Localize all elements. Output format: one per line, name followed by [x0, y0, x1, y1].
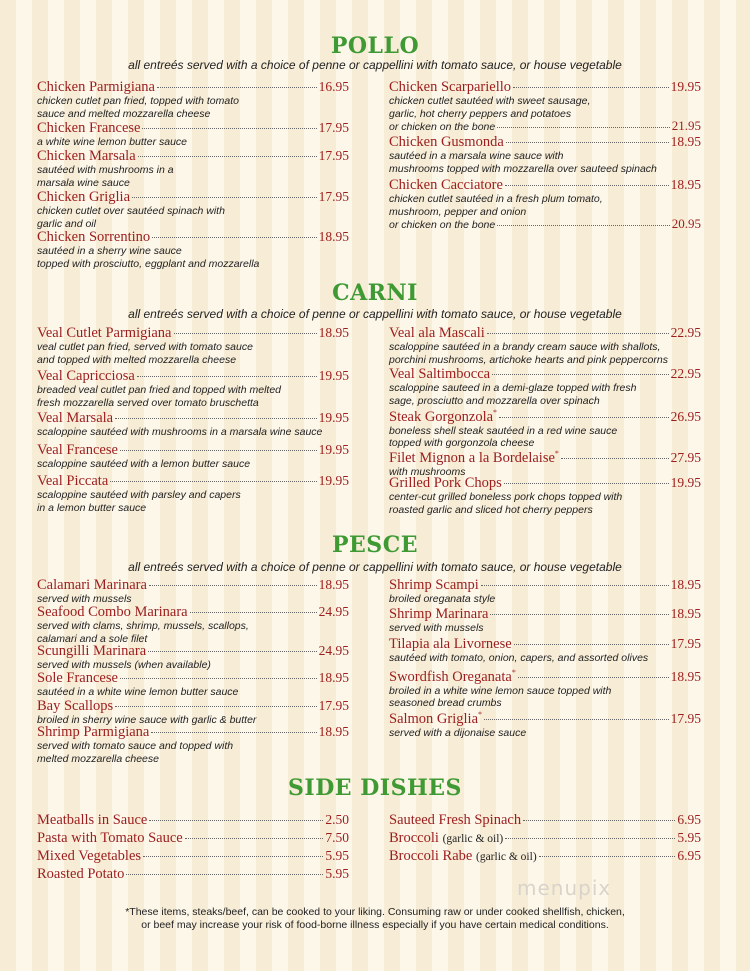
menu-item-price: 22.95: [670, 325, 701, 340]
menu-item: [37, 577, 349, 606]
dot-leader: [497, 127, 670, 128]
menu-item-name-text: Chicken Parmigiana: [37, 79, 155, 95]
menu-item-price: 27.95: [670, 449, 701, 465]
menu-item-option: [389, 120, 701, 134]
menu-item-row: [389, 812, 701, 828]
menu-item: [389, 475, 701, 516]
menu-item-name-text: Seafood Combo Marinara: [37, 604, 188, 620]
menu-item-description: sautéed in a marsala wine sauce with: [389, 150, 564, 162]
menu-item-name: [37, 443, 118, 458]
menu-item-name-text: Bay Scallops: [37, 698, 114, 714]
menu-item-name: [389, 326, 485, 341]
dot-leader: [149, 585, 317, 586]
menu-item-price: 17.95: [318, 698, 349, 713]
menu-item-description: broiled in sherry wine sauce with garlic & butter: [37, 714, 257, 726]
dot-leader: [518, 677, 669, 678]
menu-item-description: boneless shell steak sautéed in a red wine sauce: [389, 424, 618, 437]
menu-item-description: broiled oreganata style: [389, 593, 496, 605]
asterisk-mark: *: [478, 710, 483, 719]
menu-item-name-text: Sole Francese: [37, 670, 118, 686]
menu-item-price: 18.95: [670, 606, 701, 621]
menu-item-name-text: Tilapia ala Livornese: [389, 636, 512, 652]
menu-item-row: [37, 643, 349, 659]
menu-item-price: 19.95: [318, 442, 349, 457]
dot-leader: [148, 651, 316, 652]
menu-item-name-text: Shrimp Parmigiana: [37, 724, 150, 740]
menu-item-row: [37, 866, 349, 882]
menu-item-name: [389, 405, 497, 425]
dot-leader: [143, 856, 323, 857]
menu-item-description: in a lemon butter sauce: [37, 501, 147, 514]
menu-item: [37, 698, 349, 727]
menu-item-price: 18.95: [670, 668, 701, 684]
menu-item: [389, 325, 701, 366]
menu-item-name: [37, 411, 113, 426]
menu-item-description: garlic and oil: [37, 217, 96, 230]
menu-item-row: [37, 410, 349, 426]
menu-item: [389, 446, 701, 478]
menu-item-description: sage, prosciutto and mozzarella over spinach: [389, 394, 600, 407]
menu-item-row: [389, 446, 701, 466]
menu-item-note: (garlic & oil): [442, 833, 504, 845]
menu-item-price: 18.95: [318, 670, 349, 685]
menu-item-name: [37, 725, 149, 740]
menu-item-name-text: Broccoli: [389, 830, 439, 846]
menu-item-row: [389, 577, 701, 593]
dot-leader: [126, 874, 323, 875]
dot-leader: [490, 614, 668, 615]
menu-item-name-text: Grilled Pork Chops: [389, 475, 502, 491]
dot-leader: [142, 128, 316, 129]
footnote: [100, 906, 650, 932]
dot-leader: [504, 483, 669, 484]
menu-item: [37, 410, 349, 439]
menu-item-name: [37, 190, 130, 205]
menu-item-price: 18.95: [670, 577, 701, 592]
dot-leader: [539, 856, 676, 857]
dot-leader: [190, 612, 317, 613]
menu-item-description: sautéed in a sherry wine sauce: [37, 245, 182, 257]
menu-item: [389, 134, 701, 175]
menu-item-name: [389, 446, 559, 466]
menu-item-row: [37, 698, 349, 714]
menu-item-price: 17.95: [318, 120, 349, 135]
dot-leader: [492, 374, 669, 375]
menu-item-price: 19.95: [670, 475, 701, 490]
menu-item-name-text: Veal Capricciosa: [37, 368, 135, 384]
menu-item-name-text: Chicken Sorrentino: [37, 229, 151, 245]
section-subtitle-carni: all entreés served with a choice of penne or cappellini with tomato sauce, or house vegetable: [128, 307, 622, 321]
dot-leader: [115, 706, 317, 707]
dot-leader: [157, 87, 317, 88]
menu-item-price: 17.95: [318, 148, 349, 163]
menu-item-price: 22.95: [670, 366, 701, 381]
menu-item: [37, 812, 349, 828]
menu-item-description: porchini mushrooms, artichoke hearts and pink peppercorns: [389, 353, 668, 366]
menu-item-price: 5.95: [325, 848, 349, 863]
menu-item-row: [389, 79, 701, 95]
menu-item-option-price: 21.95: [671, 118, 701, 133]
menu-item-description: scaloppine sautéed with a lemon butter sauce: [37, 458, 251, 470]
dot-leader: [506, 142, 669, 143]
menu-item-name-text: Shrimp Marinara: [389, 606, 489, 622]
menu-item-name: [389, 665, 516, 685]
menu-item-row: [389, 475, 701, 491]
menu-item: [37, 325, 349, 366]
menu-item-name: [37, 831, 183, 846]
menu-item-row: [37, 848, 349, 864]
menu-item-price: 17.95: [318, 189, 349, 204]
menu-item-description: veal cutlet pan fried, served with tomato sauce: [37, 341, 253, 353]
section-title-pesce: PESCE: [332, 532, 418, 558]
menu-item-price: 18.95: [318, 724, 349, 739]
menu-item: [37, 79, 349, 120]
menu-item: [37, 724, 349, 765]
menu-item-name: [389, 135, 504, 150]
menu-item-name: [37, 605, 188, 620]
menu-item-price: 5.95: [325, 866, 349, 881]
menu-item-name-text: Veal Cutlet Parmigiana: [37, 325, 172, 341]
menu-item: [37, 148, 349, 189]
menu-item-description: center-cut grilled boneless pork chops topped with: [389, 491, 623, 503]
menu-item: [37, 189, 349, 230]
menu-item-row: [389, 134, 701, 150]
menu-item-row: [389, 405, 701, 425]
menu-item-name: [389, 578, 479, 593]
menu-item: [37, 229, 349, 270]
menu-item-description: mushrooms topped with mozzarella over sauteed spinach: [389, 162, 657, 175]
menu-item-price: 17.95: [670, 710, 701, 726]
menu-item-row: [37, 577, 349, 593]
dot-leader: [505, 185, 669, 186]
menu-item-row: [37, 120, 349, 136]
menu-item-name-text: Shrimp Scampi: [389, 577, 479, 593]
menu-item-price: 7.50: [325, 830, 349, 845]
menu-item: [37, 442, 349, 471]
menu-item-description: sautéed in a white wine lemon butter sauce: [37, 686, 239, 698]
menu-item-description: chicken cutlet over sautéed spinach with: [37, 205, 225, 217]
menu-item-row: [37, 229, 349, 245]
menu-item-description: sauce and melted mozzarella cheese: [37, 107, 211, 120]
menu-item: [37, 848, 349, 864]
menu-item-row: [37, 724, 349, 740]
dot-leader: [505, 838, 675, 839]
menu-item-description: chicken cutlet sautéed in a fresh plum tomato,: [389, 193, 603, 205]
menu-item-description: roasted garlic and sliced hot cherry peppers: [389, 503, 593, 516]
menu-item-name-text: Sauteed Fresh Spinach: [389, 812, 522, 828]
menu-item-description: broiled in a white wine lemon sauce topped with: [389, 684, 612, 697]
menu-item-price: 18.95: [670, 177, 701, 192]
menu-item-price: 26.95: [670, 408, 701, 424]
menu-item-name: [37, 813, 147, 828]
menu-item-description: with mushrooms: [389, 465, 466, 478]
menu-item-option: [389, 218, 701, 232]
menu-item-row: [37, 189, 349, 205]
menu-item-name: [37, 369, 135, 384]
menu-item-name-text: Veal Francese: [37, 442, 118, 458]
menu-item-description: served with mussels (when available): [37, 659, 211, 671]
menu-item-description: topped with prosciutto, eggplant and mozzarella: [37, 257, 260, 270]
menu-item: [389, 405, 701, 450]
menu-item-row: [389, 830, 701, 847]
menu-item: [37, 830, 349, 846]
section-subtitle-pollo: all entreés served with a choice of penne or cappellini with tomato sauce, or house vegetable: [128, 58, 622, 72]
menu-item-name-text: Pasta with Tomato Sauce: [37, 830, 183, 846]
menu-item-name-text: Chicken Marsala: [37, 148, 136, 164]
menu-item-option-price: 20.95: [671, 216, 701, 231]
menu-item-name-text: Chicken Cacciatore: [389, 177, 503, 193]
menu-item-price: 18.95: [670, 134, 701, 149]
menu-item-description: and topped with melted mozzarella cheese: [37, 353, 237, 366]
menu-item-name-text: Swordfish Oreganata: [389, 668, 512, 685]
menu-item-name-text: Salmon Griglia: [389, 710, 479, 727]
section-title-pollo: POLLO: [330, 33, 420, 59]
menu-item-option-text: or chicken on the bone: [389, 219, 496, 231]
asterisk-mark: *: [554, 449, 559, 458]
menu-item-row: [389, 848, 701, 865]
menu-item-description: chicken cutlet pan fried, topped with tomato: [37, 95, 239, 107]
dot-leader: [115, 418, 317, 419]
menu-item-row: [389, 325, 701, 341]
dot-leader: [497, 225, 670, 226]
menu-item-row: [37, 604, 349, 620]
menu-item-price: 2.50: [325, 812, 349, 827]
menu-item-price: 6.95: [677, 812, 701, 827]
menu-item-row: [37, 442, 349, 458]
menu-item-name: [389, 178, 503, 193]
menu-item-name: [389, 607, 488, 622]
menu-item-description: served with mussels: [37, 593, 132, 605]
menu-item-name-text: Veal Piccata: [37, 473, 109, 489]
menu-item-description: sautéed with tomato, onion, capers, and assorted olives: [389, 652, 649, 664]
menu-item: [389, 812, 701, 828]
menu-item-description: chicken cutlet sautéed with sweet sausage,: [389, 95, 591, 107]
menu-item-price: 24.95: [318, 604, 349, 619]
dot-leader: [149, 820, 323, 821]
menu-item-row: [37, 830, 349, 846]
footnote-line: *These items, steaks/beef, can be cooked to your liking. Consuming raw or under cooked shellfish, chicken,: [125, 906, 625, 918]
menu-item: [37, 670, 349, 699]
dot-leader: [138, 156, 317, 157]
menu-item-description: served with tomato sauce and topped with: [37, 740, 234, 752]
menu-item-name: [37, 699, 113, 714]
dot-leader: [499, 417, 669, 418]
menu-item-price: 6.95: [677, 848, 701, 863]
menu-item-name: [389, 367, 490, 382]
menu-item-name: [389, 80, 511, 95]
menu-item-note: (garlic & oil): [475, 851, 537, 863]
dot-leader: [484, 719, 669, 720]
menu-item: [37, 604, 349, 645]
footnote-line: or beef may increase your risk of food-borne illness especially if you have certain medical conditions.: [141, 919, 609, 931]
menu-item-row: [37, 368, 349, 384]
menu-item-name: [389, 637, 512, 652]
menu-item-name-text: Chicken Francese: [37, 120, 141, 136]
asterisk-mark: *: [511, 668, 516, 677]
menu-item-name: [37, 578, 147, 593]
menu-item-row: [37, 812, 349, 828]
dot-leader: [487, 333, 669, 334]
dot-leader: [152, 237, 316, 238]
dot-leader: [481, 585, 669, 586]
dot-leader: [174, 333, 317, 334]
menu-item-description: calamari and a sole filet: [37, 632, 148, 645]
menu-item: [389, 79, 701, 134]
menu-item-price: 19.95: [318, 410, 349, 425]
menu-item: [389, 636, 701, 665]
menu-item-name: [37, 849, 141, 864]
menu-item-name: [389, 831, 503, 847]
menu-item-row: [389, 606, 701, 622]
menu-item-name-text: Veal Marsala: [37, 410, 114, 426]
menu-item-price: 17.95: [670, 636, 701, 651]
dot-leader: [151, 732, 316, 733]
menu-item-name: [37, 644, 146, 659]
menu-item-name: [389, 476, 502, 491]
menu-item-name: [37, 230, 150, 245]
menu-item-description: a white wine lemon butter sauce: [37, 136, 187, 148]
menu-item: [389, 366, 701, 407]
menu-item: [389, 848, 701, 865]
menu-item-name: [389, 849, 537, 865]
menu-item: [37, 866, 349, 882]
dot-leader: [110, 481, 316, 482]
menu-item-name: [389, 707, 482, 727]
menu-item-name: [37, 149, 136, 164]
menu-item-description: garlic, hot cherry peppers and potatoes: [389, 107, 572, 120]
menu-item-price: 5.95: [677, 830, 701, 845]
menu-item-description: mushroom, pepper and onion: [389, 205, 527, 218]
menu-item-row: [389, 366, 701, 382]
menu-item-name-text: Veal Saltimbocca: [389, 366, 491, 382]
dot-leader: [120, 450, 317, 451]
menu-item: [37, 120, 349, 149]
menu-item-price: 18.95: [318, 577, 349, 592]
menu-item-description: served with a dijonaise sauce: [389, 726, 527, 739]
menu-item-description: scaloppine sautéed in a brandy cream sauce with shallots,: [389, 341, 661, 353]
menu-item-name: [37, 326, 172, 341]
dot-leader: [120, 678, 317, 679]
menu-item-row: [389, 707, 701, 727]
watermark-logo: menupix: [517, 876, 612, 900]
menu-item-row: [37, 670, 349, 686]
menu-item-name: [37, 474, 108, 489]
menu-item-name: [37, 867, 124, 882]
menu-item: [389, 577, 701, 606]
dot-leader: [137, 376, 317, 377]
dot-leader: [523, 820, 675, 821]
menu-item-option-text: or chicken on the bone: [389, 121, 496, 133]
section-title-sides: SIDE DISHES: [288, 775, 462, 801]
menu-item-name: [389, 813, 521, 828]
menu-item: [389, 665, 701, 710]
menu-item-name: [37, 121, 140, 136]
menu-item-price: 18.95: [318, 229, 349, 244]
menu-item-description: scaloppine sauteed in a demi-glaze topped with fresh: [389, 382, 637, 394]
menu-item-row: [37, 148, 349, 164]
menu-item-description: scaloppine sautéed with mushrooms in a marsala wine sauce: [37, 426, 323, 438]
menu-item-name: [37, 671, 118, 686]
menu-item-row: [389, 636, 701, 652]
menu-item-description: served with clams, shrimp, mussels, scallops,: [37, 620, 249, 632]
menu-item-name-text: Filet Mignon a la Bordelaise: [389, 449, 555, 466]
menu-item-name-text: Mixed Vegetables: [37, 848, 142, 864]
section-title-carni: CARNI: [332, 280, 418, 306]
menu-item-description: topped with gorgonzola cheese: [389, 437, 535, 450]
menu-item: [389, 177, 701, 232]
menu-item: [37, 643, 349, 672]
menu-item-row: [37, 325, 349, 341]
menu-item-name: [37, 80, 155, 95]
dot-leader: [132, 197, 317, 198]
menu-item-name-text: Steak Gorgonzola: [389, 408, 494, 425]
menu-item-description: served with mussels: [389, 622, 484, 634]
menu-item-row: [37, 79, 349, 95]
menu-item-name-text: Chicken Griglia: [37, 189, 131, 205]
section-subtitle-pesce: all entreés served with a choice of penne or cappellini with tomato sauce, or house vegetable: [128, 560, 622, 574]
menu-item-price: 19.95: [670, 79, 701, 94]
menu-item-name-text: Broccoli Rabe: [389, 848, 473, 864]
menu-item-description: fresh mozzarella served over tomato bruschetta: [37, 396, 259, 409]
asterisk-mark: *: [493, 408, 498, 417]
menu-item-description: scaloppine sautéed with parsley and capers: [37, 489, 241, 501]
menu-item-row: [37, 473, 349, 489]
menu-item-price: 19.95: [318, 368, 349, 383]
menu-item-price: 18.95: [318, 325, 349, 340]
menu-item: [389, 830, 701, 847]
dot-leader: [185, 838, 324, 839]
dot-leader: [513, 87, 669, 88]
menu-item-name-text: Scungilli Marinara: [37, 643, 147, 659]
menu-item-price: 19.95: [318, 473, 349, 488]
menu-item-description: marsala wine sauce: [37, 176, 130, 189]
menu-item-price: 24.95: [318, 643, 349, 658]
menu-item-name-text: Meatballs in Sauce: [37, 812, 148, 828]
menu-item-row: [389, 665, 701, 685]
menu-item-description: melted mozzarella cheese: [37, 752, 159, 765]
menu-item-name-text: Roasted Potato: [37, 866, 125, 882]
menu-item-name-text: Chicken Gusmonda: [389, 134, 504, 150]
menu-item-description: breaded veal cutlet pan fried and topped with melted: [37, 384, 281, 396]
menu-item-description: sautéed with mushrooms in a: [37, 164, 174, 176]
menu-item-row: [389, 177, 701, 193]
menu-item: [37, 368, 349, 409]
menu-item: [37, 473, 349, 514]
menu-item: [389, 707, 701, 739]
menu-item-price: 16.95: [318, 79, 349, 94]
menu-item-name-text: Calamari Marinara: [37, 577, 147, 593]
dot-leader: [561, 458, 669, 459]
dot-leader: [514, 644, 669, 645]
menu-item-description: seasoned bread crumbs: [389, 697, 502, 710]
menu-item: [389, 606, 701, 635]
menu-item-name-text: Chicken Scarpariello: [389, 79, 511, 95]
menu-item-name-text: Veal ala Mascali: [389, 325, 485, 341]
